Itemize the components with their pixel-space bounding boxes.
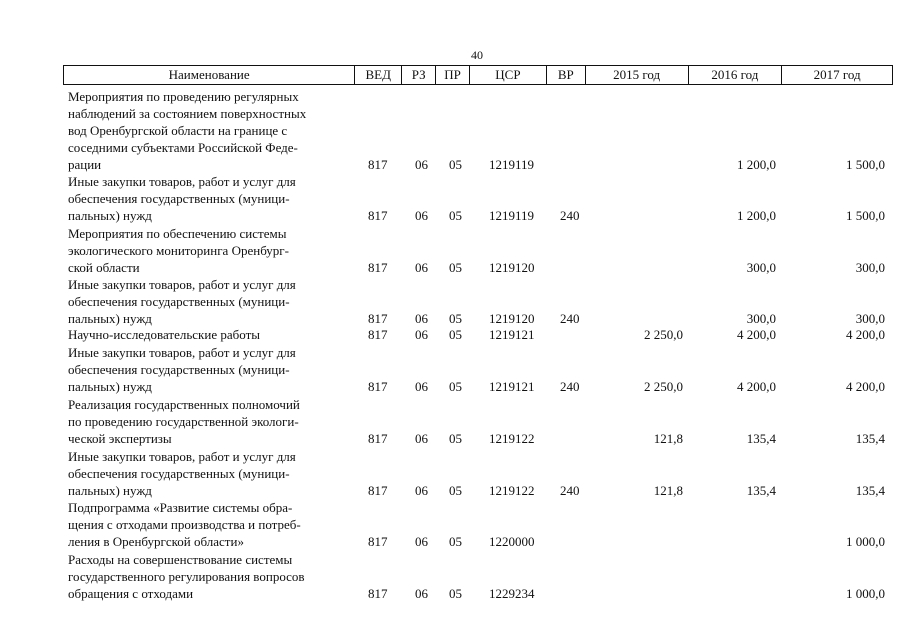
row-pr: 05 <box>449 157 462 172</box>
row-pr: 05 <box>449 208 462 223</box>
header-ved: ВЕД <box>354 66 401 84</box>
row-rz: 06 <box>415 379 428 394</box>
row-csr: 1229234 <box>489 586 535 601</box>
row-name: Мероприятия по проведению регулярных наблюдений за состоянием поверхностных вод Оренбургской области на границе с соседними субъектами Российской Феде- рации <box>68 89 307 172</box>
row-ved: 817 <box>368 327 388 342</box>
row-name: Научно-исследовательские работы <box>68 327 260 342</box>
row-name: Расходы на совершенствование системы государственного регулирования вопросов обращения с отходами <box>68 552 305 601</box>
row-pr: 05 <box>449 379 462 394</box>
row-ved: 817 <box>368 260 388 275</box>
row-ved: 817 <box>368 586 388 601</box>
row-csr: 1219119 <box>489 157 535 172</box>
row-rz: 06 <box>415 534 428 549</box>
row-2017: 1 500,0 <box>846 157 885 172</box>
row-2017: 300,0 <box>855 260 885 275</box>
row-2016: 135,4 <box>746 431 776 446</box>
row-vr: 240 <box>560 379 580 394</box>
table-row <box>0 344 905 395</box>
row-rz: 06 <box>415 586 428 601</box>
table-row <box>0 173 905 224</box>
row-ved: 817 <box>368 379 388 394</box>
header-csr: ЦСР <box>469 66 546 84</box>
row-name: Иные закупки товаров, работ и услуг для обеспечения государственных (муници- пальных) нужд <box>68 449 296 498</box>
row-2017: 1 000,0 <box>846 586 885 601</box>
row-name: Реализация государственных полномочий по проведению государственной экологи- ческой экспертизы <box>68 397 300 446</box>
row-csr: 1219121 <box>489 327 535 342</box>
row-2017: 1 000,0 <box>846 534 885 549</box>
header-vr: ВР <box>546 66 585 84</box>
row-2017: 135,4 <box>855 483 885 498</box>
row-2016: 135,4 <box>746 483 776 498</box>
row-csr: 1220000 <box>489 534 535 549</box>
row-name: Иные закупки товаров, работ и услуг для обеспечения государственных (муници- пальных) нужд <box>68 174 296 223</box>
header-2016: 2016 год <box>688 66 782 84</box>
header-rz: РЗ <box>401 66 435 84</box>
row-2015: 2 250,0 <box>644 379 683 394</box>
row-name: Иные закупки товаров, работ и услуг для обеспечения государственных (муници- пальных) нужд <box>68 345 296 394</box>
row-vr: 240 <box>560 311 580 326</box>
row-csr: 1219122 <box>489 483 535 498</box>
row-ved: 817 <box>368 431 388 446</box>
row-vr: 240 <box>560 483 580 498</box>
header-name: Наименование <box>168 67 250 82</box>
table-row <box>0 326 905 343</box>
row-2017: 1 500,0 <box>846 208 885 223</box>
row-2017: 300,0 <box>855 311 885 326</box>
row-ved: 817 <box>368 208 388 223</box>
row-pr: 05 <box>449 431 462 446</box>
row-2016: 300,0 <box>746 260 776 275</box>
row-ved: 817 <box>368 483 388 498</box>
page-number: 40 <box>471 48 483 62</box>
row-pr: 05 <box>449 311 462 326</box>
row-pr: 05 <box>449 586 462 601</box>
row-2017: 4 200,0 <box>846 327 885 342</box>
row-name: Иные закупки товаров, работ и услуг для обеспечения государственных (муници- пальных) нужд <box>68 277 296 326</box>
row-csr: 1219122 <box>489 431 535 446</box>
row-vr: 240 <box>560 208 580 223</box>
row-2016: 4 200,0 <box>737 327 776 342</box>
row-rz: 06 <box>415 327 428 342</box>
row-csr: 1219120 <box>489 260 535 275</box>
row-2016: 300,0 <box>746 311 776 326</box>
row-2015: 121,8 <box>653 483 683 498</box>
table-header <box>63 65 893 85</box>
row-rz: 06 <box>415 431 428 446</box>
table-row <box>0 499 905 550</box>
row-rz: 06 <box>415 483 428 498</box>
row-pr: 05 <box>449 260 462 275</box>
table-row <box>0 551 905 602</box>
header-pr: ПР <box>435 66 469 84</box>
row-2016: 1 200,0 <box>737 208 776 223</box>
table-row <box>0 396 905 447</box>
row-ved: 817 <box>368 534 388 549</box>
row-rz: 06 <box>415 260 428 275</box>
row-csr: 1219119 <box>489 208 535 223</box>
row-name: Мероприятия по обеспечению системы экологического мониторинга Оренбург- ской области <box>68 226 289 275</box>
row-2017: 135,4 <box>855 431 885 446</box>
row-2016: 1 200,0 <box>737 157 776 172</box>
table-row <box>0 225 905 276</box>
row-pr: 05 <box>449 483 462 498</box>
header-2015: 2015 год <box>585 66 688 84</box>
row-pr: 05 <box>449 534 462 549</box>
row-2015: 2 250,0 <box>644 327 683 342</box>
table-row <box>0 88 905 173</box>
table-row <box>0 448 905 499</box>
row-2016: 4 200,0 <box>737 379 776 394</box>
row-rz: 06 <box>415 157 428 172</box>
table-row <box>0 276 905 327</box>
row-2015: 121,8 <box>653 431 683 446</box>
row-name: Подпрограмма «Развитие системы обра- щения с отходами производства и потреб- ления в Оренбургской области» <box>68 500 301 549</box>
row-rz: 06 <box>415 311 428 326</box>
row-ved: 817 <box>368 311 388 326</box>
row-ved: 817 <box>368 157 388 172</box>
row-csr: 1219120 <box>489 311 535 326</box>
row-rz: 06 <box>415 208 428 223</box>
header-2017: 2017 год <box>781 66 892 84</box>
row-csr: 1219121 <box>489 379 535 394</box>
row-pr: 05 <box>449 327 462 342</box>
row-2017: 4 200,0 <box>846 379 885 394</box>
